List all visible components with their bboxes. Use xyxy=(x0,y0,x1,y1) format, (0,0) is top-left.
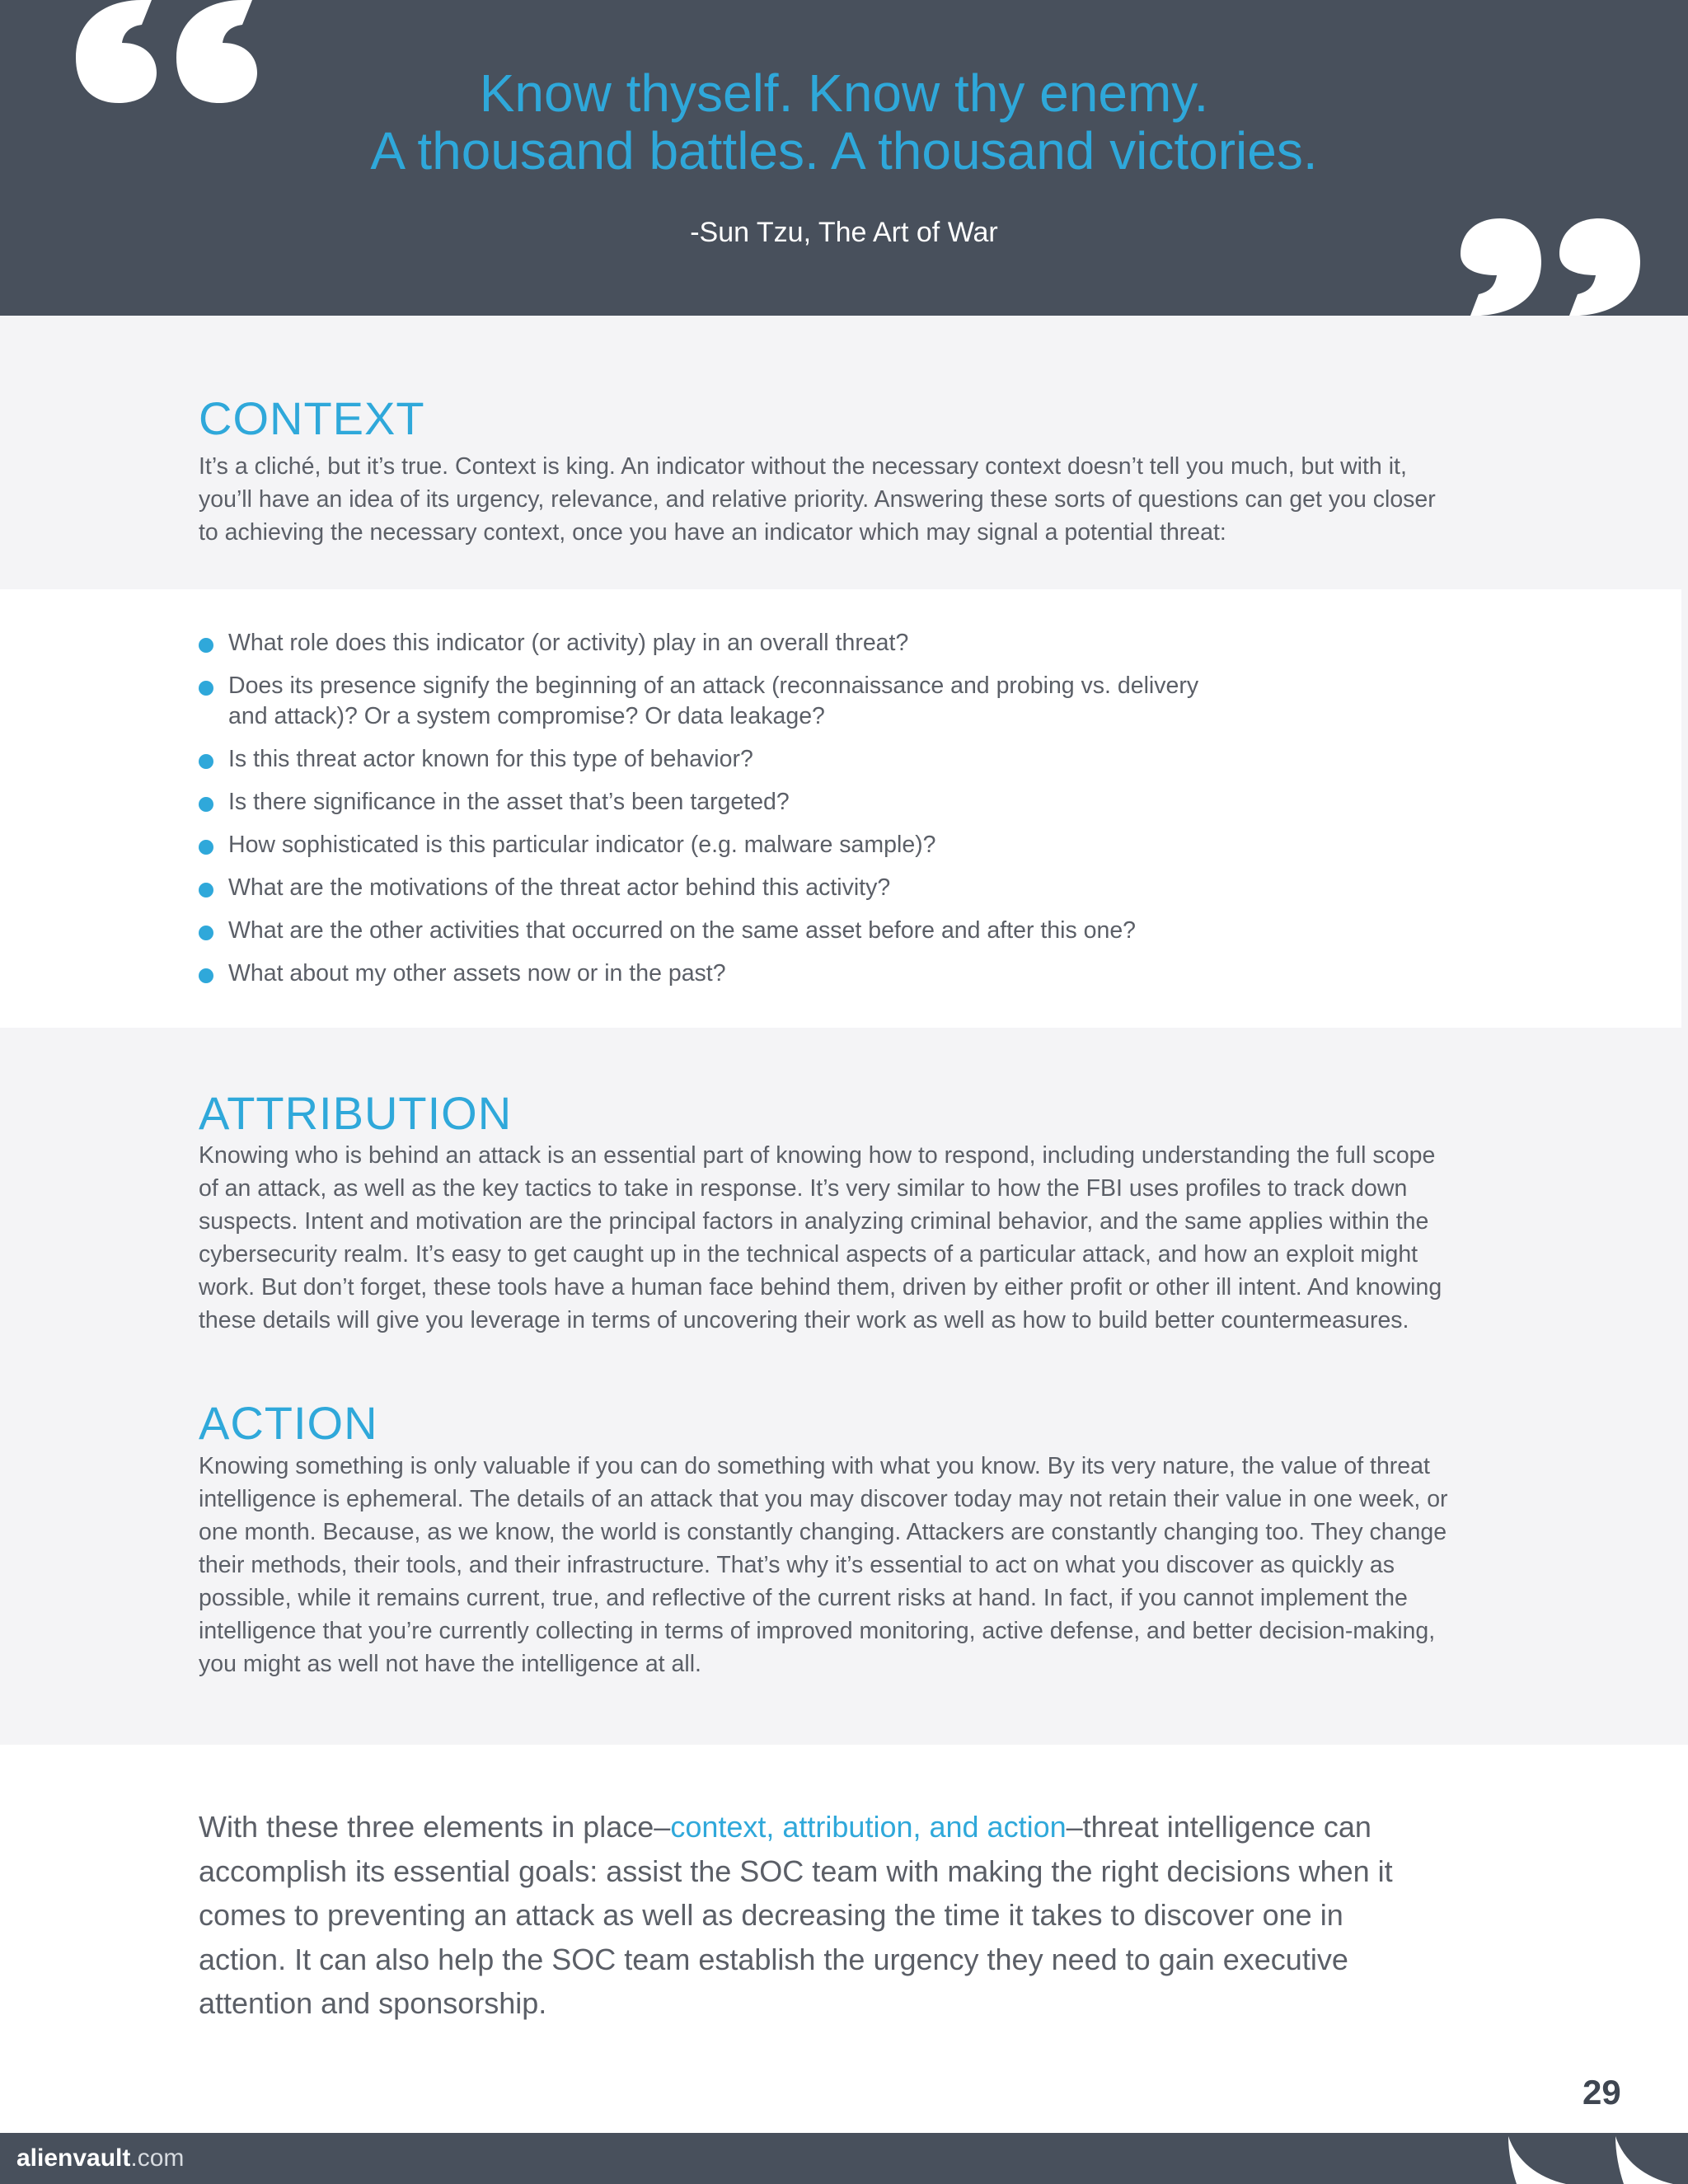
list-item: What are the motivations of the threat actor behind this activity? xyxy=(199,873,1217,903)
page-number: 29 xyxy=(1582,2073,1621,2111)
bullet-icon xyxy=(199,754,213,769)
list-item: Is there significance in the asset that’s been targeted? xyxy=(199,787,1217,818)
quote-line-2: A thousand battles. A thousand victories. xyxy=(370,121,1318,180)
bullet-icon xyxy=(199,638,213,653)
closing-highlight: context, attribution, and action xyxy=(670,1810,1067,1844)
list-item: Is this threat actor known for this type of behavior? xyxy=(199,744,1217,775)
list-item: What role does this indicator (or activity) play in an overall threat? xyxy=(199,628,1217,658)
context-paragraph: It’s a cliché, but it’s true. Context is king. An indicator without the necessary context doesn’t tell you much, but with it, you’ll have an idea of its urgency, relevance, and relative priority. Answering these sorts of questions can get you closer to achieving the necessary context, once you have an indicator which may signal a potential threat: xyxy=(199,453,1436,546)
list-item: What are the other activities that occurred on the same asset before and after this one? xyxy=(199,916,1217,946)
quote-line-1: Know thyself. Know thy enemy. xyxy=(479,63,1209,123)
bullet-icon xyxy=(199,883,213,898)
attribution-paragraph: Knowing who is behind an attack is an essential part of knowing how to respond, including understanding the full scope of an attack, as well as the key tactics to take in response. It’s very similar to how the FBI uses profiles to track down suspects. Intent and motivation are the principal factors in analyzing criminal behavior, and the same applies within the cybersecurity realm. It’s easy to get caught up in the technical aspects of a particular attack, and how an exploit might work. But don’t forget, these tools have a human face behind them, driven by either profit or other ill intent. And knowing these details will give you leverage in terms of uncovering their work as well as how to build better countermeasures. xyxy=(199,1142,1442,1333)
closing-paragraph: With these three elements in place–context, attribution, and action–threat intelligence can accomplish its essential goals: assist the SOC team with making the right decisions when it comes to preventing an attack as well as decreasing the time it takes to discover one in action. It can also help the SOC team establish the urgency they need to gain executive attention and sponsorship. xyxy=(199,1810,1393,2020)
quote-text xyxy=(0,64,1688,180)
action-paragraph: Knowing something is only valuable if you can do something with what you know. By its very nature, the value of threat intelligence is ephemeral. The details of an attack that you may discover today may not retain their value in one week, or one month. Because, as we know, the world is constantly changing. Attackers are constantly changing too. They change their methods, their tools, and their infrastructure. That’s why it’s essential to act on what you discover as quickly as possible, while it remains current, true, and reflective of the current risks at hand. In fact, if you cannot implement the intelligence that you’re currently collecting in terms of improved monitoring, active defense, and better decision-making, you might as well not have the intelligence at all. xyxy=(199,1453,1448,1677)
context-question-list xyxy=(199,628,1217,1001)
bullet-icon xyxy=(199,681,213,696)
list-item: What about my other assets now or in the past? xyxy=(199,958,1217,989)
quote-banner xyxy=(0,0,1688,316)
attribution-heading: ATTRIBUTION xyxy=(199,1087,513,1139)
bullet-icon xyxy=(199,968,213,983)
action-heading: ACTION xyxy=(199,1397,378,1449)
list-item: Does its presence signify the beginning of an attack (reconnaissance and probing vs. delivery and attack)? Or a system compromise? Or data leakage? xyxy=(199,671,1217,732)
bullet-icon xyxy=(199,840,213,855)
footer-quote-icon xyxy=(1508,2136,1688,2184)
footer-bar xyxy=(0,2133,1688,2184)
bullet-icon xyxy=(199,797,213,812)
bullet-icon xyxy=(199,926,213,940)
close-quote-icon xyxy=(1461,216,1642,316)
brand-logo: alienvault.com xyxy=(16,2144,185,2172)
quote-author: -Sun Tzu, The Art of War xyxy=(690,217,998,248)
context-heading: CONTEXT xyxy=(199,392,425,444)
list-item: How sophisticated is this particular indicator (e.g. malware sample)? xyxy=(199,830,1217,860)
